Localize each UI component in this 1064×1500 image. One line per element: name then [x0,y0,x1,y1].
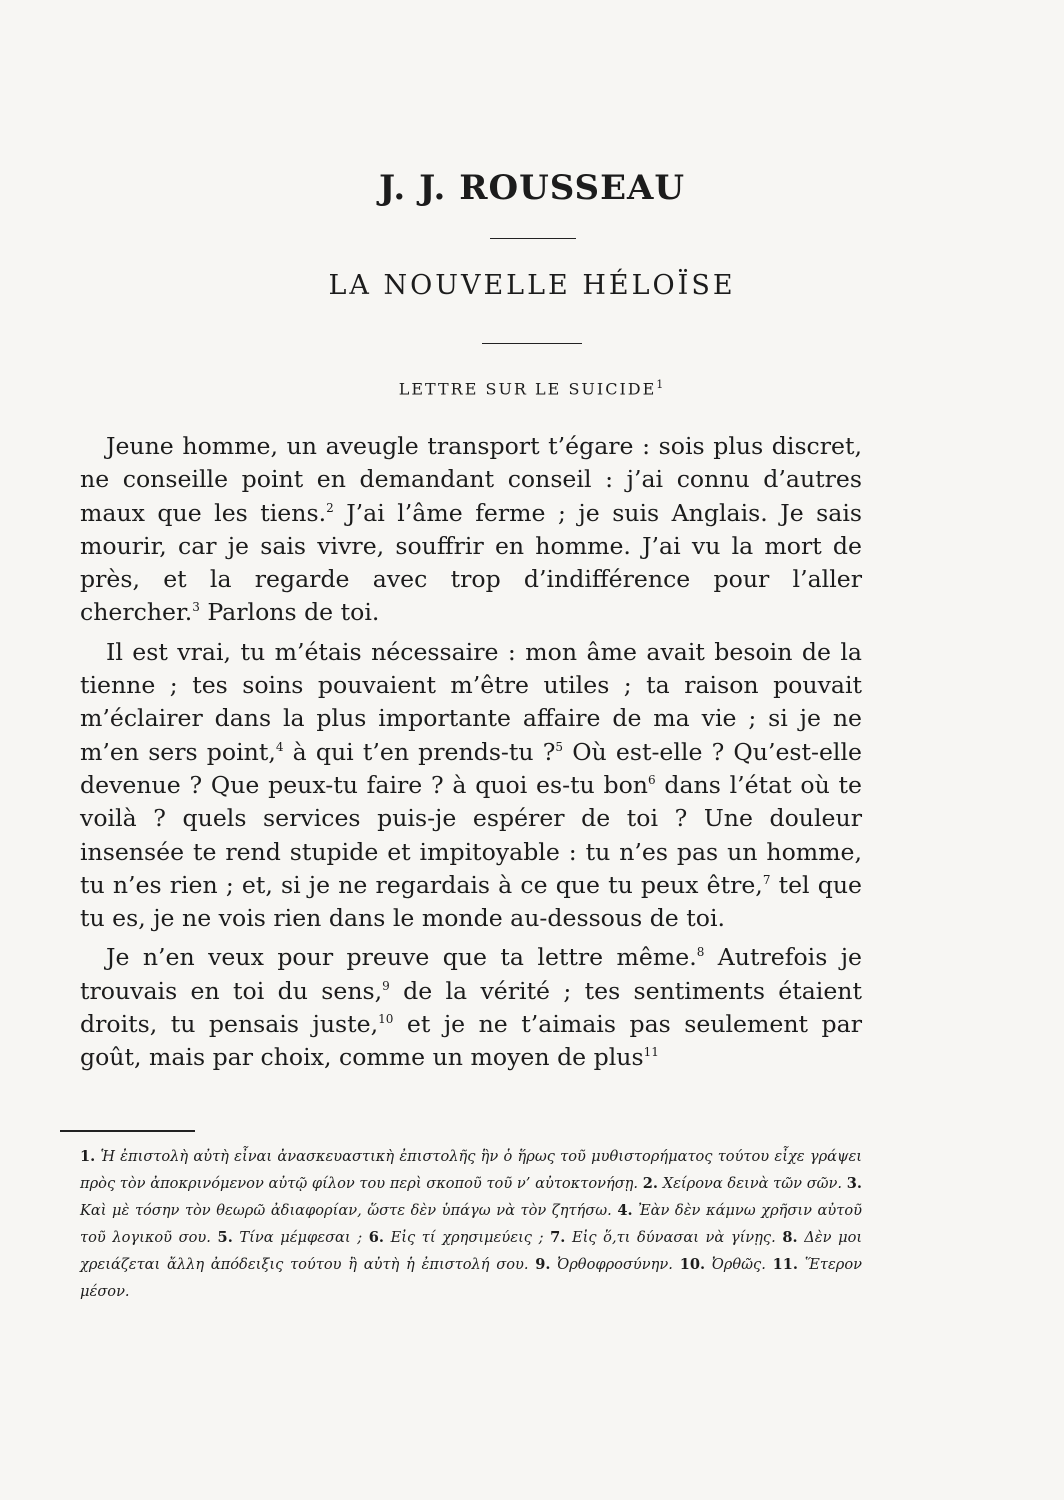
footnote-number: 9. [535,1256,551,1273]
section-title-text: LETTRE SUR LE SUICIDE [398,379,657,399]
footnote-ref: 6 [648,772,656,787]
footnote-text: Καὶ μὲ τόσην τὸν θεωρῶ ἀδιαφορίαν, ὥστε δὲν ὑπάγω νὰ τὸν ζητήσω. [80,1202,612,1219]
footnote-number: 8. [782,1229,798,1246]
footnote-text: Ἐὰν δὲν κάμνω χρῆσιν αὐτοῦ τοῦ λογικοῦ σου. [80,1202,863,1246]
footnote-text: Χείρονα δεινὰ τῶν σῶν. [662,1175,843,1192]
footnote-ref: 7 [762,872,771,887]
footnote-ref: 2 [326,500,334,515]
text-run: Jeune homme, un aveugle transport t’égare : sois plus discret, ne conseille point en demandant conseil : j’ai connu d’autres maux que les tiens. [80,432,862,527]
footnote-rule [60,1130,195,1132]
paragraph [80,430,862,630]
footnote-ref: 11 [643,1045,659,1060]
text-run: dans l’état où te voilà ? quels services puis-je espérer de toi ? Une douleur insensée te rend stupide et impitoyable : tu n’es pas un homme, tu n’es rien ; et, si je ne regardais à ce que tu peux être, [80,770,862,899]
text-run: Autrefois je trouvais en toi du sens, [80,943,863,1005]
author-rule [490,238,576,239]
text-run: à qui t’en prends-tu ? [283,737,556,766]
footnote-number: 2. [642,1175,659,1192]
text-run: Il est vrai, tu m’étais nécessaire : mon âme avait besoin de la tienne ; tes soins pouvaient m’être utiles ; ta raison pouvait m’éclairer dans la plus importante affaire de ma vie ; si je ne m’en sers point, [80,637,862,766]
footnote-text: Τίνα μέμφεσαι ; [239,1229,363,1246]
footnote-ref: 8 [696,945,705,960]
footnotes [80,1143,862,1305]
footnote-number: 11. [772,1256,799,1273]
text-run: Parlons de toi. [199,598,380,627]
text-run: Où est-elle ? Qu’est-elle devenue ? Que peux-tu faire ? à quoi es-tu bon [80,737,862,799]
footnote-ref: 10 [378,1012,394,1027]
footnote-number: 10. [679,1256,706,1273]
footnote-number: 4. [617,1202,633,1219]
work-title: LA NOUVELLE HÉLOÏSE [328,270,736,301]
paragraph [80,636,862,936]
footnote-number: 6. [368,1229,385,1246]
text-run: et je ne t’aimais pas seulement par goût, mais par choix, comme un moyen de plus [80,1010,862,1072]
footnote-ref: 4 [275,739,284,754]
footnote-text: Ὀρθῶς. [711,1256,766,1273]
footnote-text: Εἰς τί χρησιμεύεις ; [390,1229,544,1246]
text-run: Je n’en veux pour preuve que ta lettre même. [106,943,697,972]
footnote-text: Ἕτερον μέσον. [80,1256,863,1300]
letter-body [80,430,862,1075]
footnote-text: Ἡ ἐπιστολὴ αὐτὴ εἶναι ἀνασκευαστικὴ ἐπιστολῆς ἣν ὁ ἥρως τοῦ μυθιστορήματος τούτου εἶχε γράψει πρὸς τὸν ἀποκρινόμενον αὐτῷ φίλον του περὶ σκοποῦ τοῦ ν’ αὐτοκτονήσῃ. [80,1148,862,1192]
footnote-number: 3. [846,1175,863,1192]
text-run: de la vérité ; tes sentiments étaient droits, tu pensais juste, [80,976,862,1039]
footnote-text: Δὲν μοι χρειάζεται ἄλλη ἀπόδειξις τούτου ἢ αὐτὴ ἡ ἐπιστολή σου. [80,1229,863,1273]
footnote-ref: 9 [382,978,390,993]
footnote-text: Εἰς ὅ,τι δύνασαι νὰ γίνῃς. [572,1229,776,1246]
text-run: J’ai l’âme ferme ; je suis Anglais. Je sais mourir, car je sais vivre, souffrir en homme. J’ai vu la mort de près, et la regarde avec trop d’indifférence pour l’aller chercher. [80,498,862,627]
footnote-ref: 5 [555,739,564,754]
footnote-number: 5. [217,1229,233,1246]
footnote-number: 7. [550,1229,566,1246]
footnote-text: Ὀρθοφροσύνην. [557,1256,673,1273]
paragraph [80,941,862,1074]
text-run: tel que tu es, je ne vois rien dans le monde au-dessous de toi. [80,870,862,933]
section-title [0,378,1064,398]
title-rule [482,343,582,344]
author-heading: J. J. ROUSSEAU [378,168,686,208]
footnote-ref: 3 [192,600,200,615]
footnote-number: 1. [80,1148,96,1165]
footnote-ref: 1 [656,378,666,391]
